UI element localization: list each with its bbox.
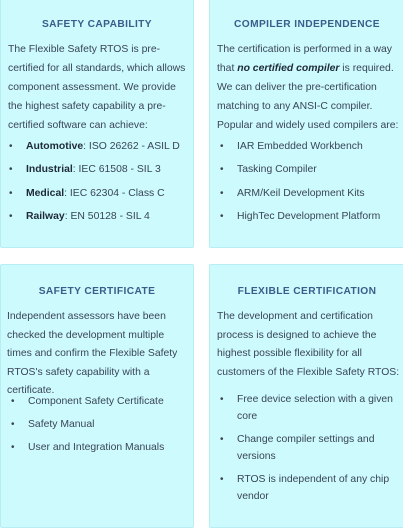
bullet-icon: • <box>9 210 13 222</box>
standard-name: Industrial <box>26 164 73 176</box>
card-intro <box>217 40 400 135</box>
bullet-icon: • <box>9 141 13 152</box>
bullet-icon: • <box>220 434 224 445</box>
standard-name: Railway <box>26 210 65 222</box>
deliverable-name: Safety Manual <box>28 419 95 430</box>
deliverable-name: Component Safety Certificate <box>28 396 164 407</box>
list-item <box>219 185 400 202</box>
standard-value: : IEC 61508 - SIL 3 <box>72 164 161 176</box>
bullet-icon: • <box>11 396 15 407</box>
standard-name: Medical <box>26 187 65 199</box>
list-item <box>8 208 189 225</box>
compiler-name: Tasking Compiler <box>237 164 317 176</box>
bullet-icon: • <box>220 141 224 152</box>
list-item <box>8 138 189 155</box>
bullet-icon: • <box>9 164 13 176</box>
compiler-name: HighTec Development Platform <box>237 210 381 222</box>
compiler-independence-card <box>209 0 403 248</box>
deliverables-list <box>10 393 189 462</box>
card-title: COMPILER INDEPENDENCE <box>234 19 380 30</box>
bullet-icon: • <box>220 164 224 176</box>
list-item <box>219 138 400 155</box>
card-title: SAFETY CERTIFICATE <box>38 286 156 297</box>
flexibility-point: RTOS is independent of any chip vendor <box>237 474 390 502</box>
intro-text-end: is required. We can deliver the pre-certification matching to any ANSI-C compiler. Popular and widely used compilers are: <box>217 63 399 131</box>
list-item <box>10 416 189 433</box>
safety-capability-card <box>0 0 194 248</box>
compiler-list <box>219 138 400 231</box>
bullet-icon: • <box>220 210 224 222</box>
bullet-icon: • <box>11 442 15 453</box>
flexibility-point: Change compiler settings and versions <box>237 434 375 462</box>
compiler-name: ARM/Keil Development Kits <box>237 187 365 199</box>
list-item <box>219 391 400 425</box>
intro-text-start: The certification is performed in a way that <box>217 44 392 74</box>
card-intro: The Flexible Safety RTOS is pre-certified for all standards, which allows component assessment. We provide the highest safety capability a pre-certified software can achieve: <box>8 44 186 131</box>
list-item <box>219 208 400 225</box>
bullet-icon: • <box>9 187 13 199</box>
compiler-name: IAR Embedded Workbench <box>237 141 363 152</box>
flexible-certification-card <box>209 264 403 528</box>
standard-value: : ISO 26262 - ASIL D <box>83 141 180 152</box>
standard-name: Automotive <box>26 141 84 152</box>
standards-list <box>8 138 189 231</box>
bullet-icon: • <box>11 419 15 430</box>
bullet-icon: • <box>220 474 224 485</box>
flexibility-list <box>219 391 400 511</box>
list-item <box>10 393 189 410</box>
card-intro: The development and certification process is designed to achieve the highest possible flexibility for all customers of the Flexible Safety RTOS: <box>217 311 400 378</box>
intro-emphasis: no certified compiler <box>237 63 340 74</box>
card-intro: Independent assessors have been checked the development multiple times and confirm the Flexible Safety RTOS's safety capability with a certificate. <box>7 311 178 396</box>
safety-certificate-card <box>0 264 194 528</box>
deliverable-name: User and Integration Manuals <box>28 442 165 453</box>
bullet-icon: • <box>220 187 224 199</box>
list-item <box>219 431 400 465</box>
standard-value: : EN 50128 - SIL 4 <box>64 210 150 222</box>
standard-value: : IEC 62304 - Class C <box>64 187 165 199</box>
list-item <box>8 185 189 202</box>
list-item <box>8 161 189 178</box>
bullet-icon: • <box>220 394 224 405</box>
list-item <box>219 471 400 505</box>
flexibility-point: Free device selection with a given core <box>237 394 393 422</box>
list-item <box>10 439 189 456</box>
card-title: FLEXIBLE CERTIFICATION <box>237 286 377 297</box>
list-item <box>219 161 400 178</box>
card-title: SAFETY CAPABILITY <box>41 19 152 30</box>
